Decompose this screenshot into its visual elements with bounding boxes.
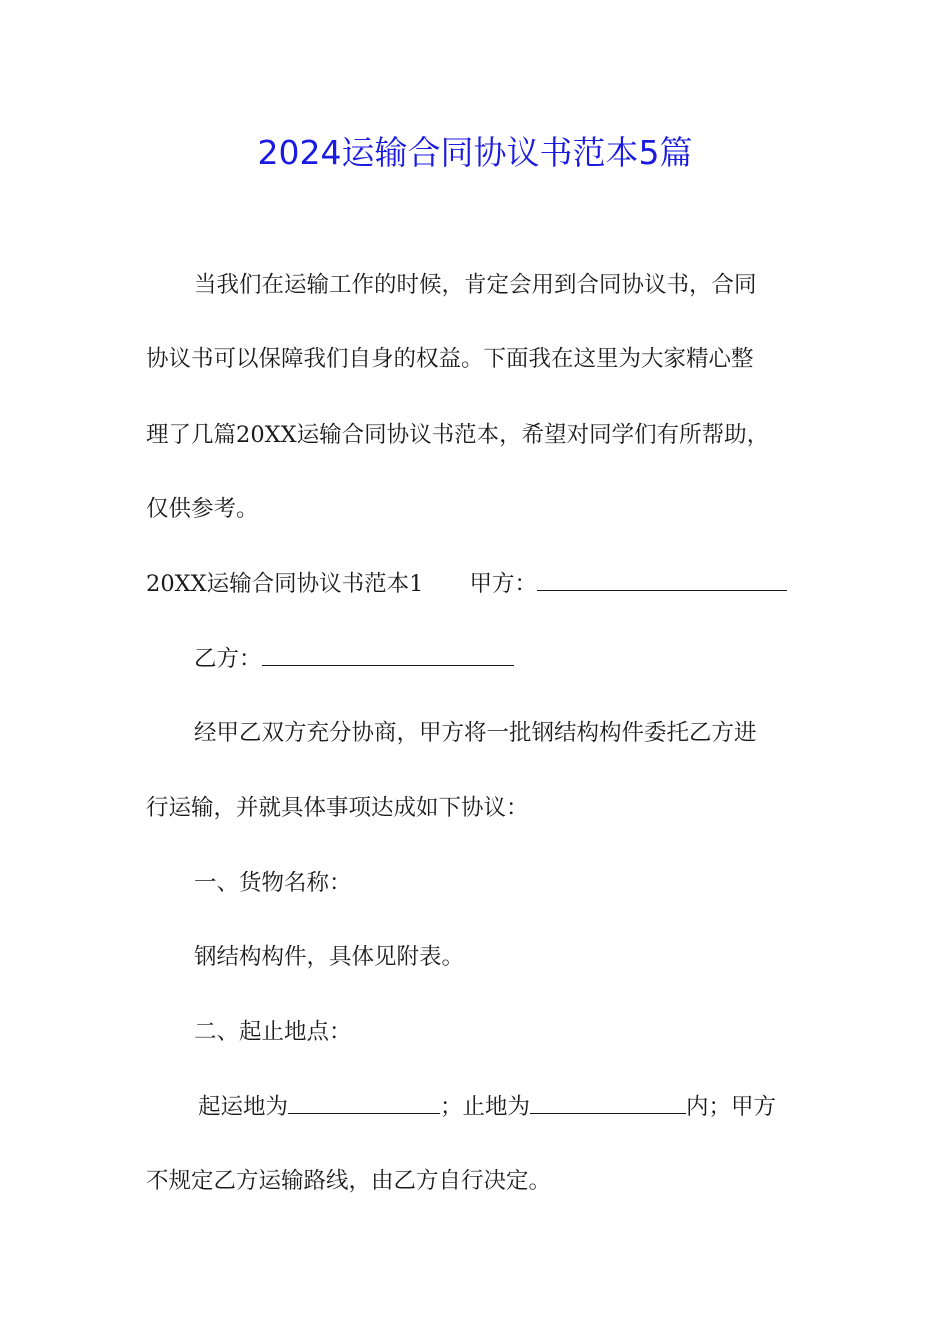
- destination-label: ；止地为: [440, 1094, 531, 1120]
- origin-label: 起运地为: [198, 1094, 289, 1120]
- section1-title: 一、货物名称：: [194, 870, 352, 896]
- intro-line-2: 协议书可以保障我们自身的权益。下面我在这里为大家精心整: [146, 346, 754, 372]
- intro-line-1: 当我们在运输工作的时候，肯定会用到合同协议书，合同: [194, 272, 757, 298]
- party-a-blank: [537, 568, 787, 591]
- intro-line-3: 理了几篇20XX运输合同协议书范本，希望对同学们有所帮助，: [146, 422, 770, 448]
- party-b-row: [194, 643, 854, 675]
- origin-blank: [288, 1091, 440, 1114]
- party-b-blank: [262, 643, 514, 666]
- preamble-line-2: 行运输，并就具体事项达成如下协议：: [146, 795, 529, 821]
- section2-line-1: [198, 1091, 808, 1123]
- intro-line-4: 仅供参考。: [146, 496, 259, 522]
- section2-title: 二、起止地点：: [194, 1019, 352, 1045]
- destination-blank: [530, 1091, 686, 1114]
- preamble-line-1: 经甲乙双方充分协商，甲方将一批钢结构构件委托乙方进: [194, 720, 757, 746]
- document-title: 2024运输合同协议书范本5篇: [257, 133, 693, 172]
- section1-body: 钢结构构件，具体见附表。: [194, 944, 465, 970]
- section2-line-2: 不规定乙方运输路线，由乙方自行决定。: [146, 1168, 552, 1194]
- party-b-label: 乙方：: [194, 646, 262, 672]
- sample1-heading-row: [146, 568, 806, 600]
- party-a-label: 甲方：: [469, 571, 537, 597]
- section2-tail: 内；甲方: [686, 1094, 777, 1120]
- sample1-heading: 20XX运输合同协议书范本1: [146, 571, 424, 597]
